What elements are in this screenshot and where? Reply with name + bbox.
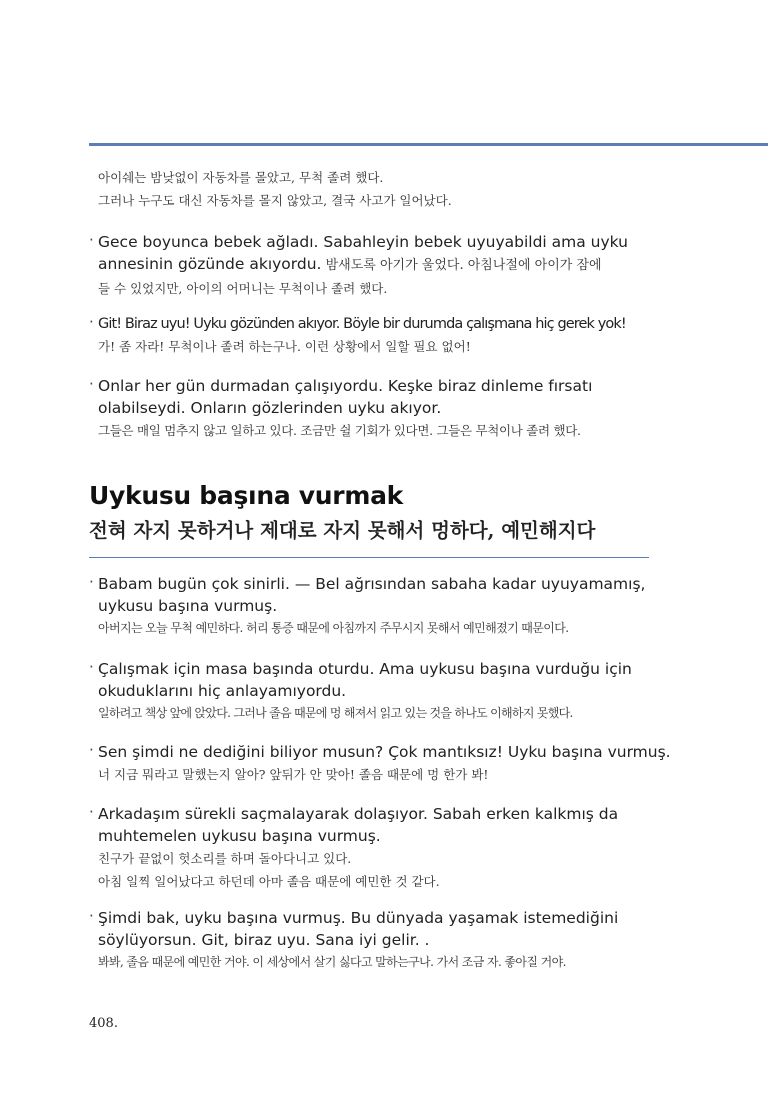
sentence-4-korean-line-1: 친구가 끝없이 헛소리를 하며 돌아다니고 있다.	[98, 851, 352, 866]
sentence-5-turkish-line-2: söylüyorsun. Git, biraz uyu. Sana iyi gelir. .	[98, 931, 430, 949]
example-1-korean-line-2: 들 수 있었지만, 아이의 어머니는 무척이나 졸려 했다.	[98, 281, 388, 296]
example-2-turkish-line-1: Git! Biraz uyu! Uyku gözünden akıyor. Böyle bir durumda çalışmana hiç gerek yok!	[98, 316, 626, 332]
page-number: 408.	[89, 1016, 118, 1031]
sentence-3-turkish-line-1: Sen şimdi ne dediğini biliyor musun? Çok mantıksız! Uyku başına vurmuş.	[98, 743, 671, 761]
sentence-5-turkish-line-1: Şimdi bak, uyku başına vurmuş. Bu dünyada yaşamak istemediğini	[98, 909, 619, 927]
bullet-marker: ·	[89, 573, 94, 591]
sentence-1-korean-line-1: 아버지는 오늘 무척 예민하다. 허리 통증 때문에 아침까지 주무시지 못해서 예민해졌기 때문이다.	[98, 621, 569, 635]
section-subtitle: 전혀 자지 못하거나 제대로 자지 못해서 멍하다, 예민해지다	[89, 519, 596, 542]
bullet-marker: ·	[89, 231, 94, 249]
bullet-marker: ·	[89, 375, 94, 393]
bullet-marker: ·	[89, 907, 94, 925]
example-1-korean-inline: 밤새도록 아기가 울었다. 아침나절에 아이가 잠에	[321, 258, 602, 273]
example-3-korean-line-1: 그들은 매일 멈추지 않고 일하고 있다. 조금만 쉴 기회가 있다면. 그들은 무척이나 졸려 했다.	[98, 423, 581, 438]
section-divider	[89, 557, 649, 558]
example-1-turkish-line-2-text: annesinin gözünde akıyordu.	[98, 255, 322, 273]
sentence-2-turkish-line-2: okuduklarını hiç anlayamıyordu.	[98, 682, 347, 700]
sentence-2-korean-line-1: 일하려고 책상 앞에 앉았다. 그러나 졸음 때문에 멍 해져서 읽고 있는 것을 하나도 이해하지 못했다.	[98, 706, 573, 720]
example-3-turkish-line-1: Onlar her gün durmadan çalışıyordu. Keşke biraz dinleme fırsatı	[98, 377, 593, 395]
example-2-korean-line-1: 가! 좀 자라! 무척이나 졸려 하는구나. 이런 상황에서 일할 필요 없어!	[98, 339, 471, 354]
example-2	[89, 313, 649, 358]
sentence-3-korean-line-1: 너 지금 뭐라고 말했는지 알아? 앞뒤가 안 맞아! 졸음 때문에 멍 한가 봐!	[98, 767, 489, 782]
sentence-3	[89, 741, 671, 786]
example-1	[89, 231, 649, 300]
sentence-2	[89, 658, 649, 725]
sentence-4	[89, 803, 649, 893]
bullet-marker: ·	[89, 741, 94, 759]
section-title: Uykusu başına vurmak	[89, 481, 403, 510]
sentence-2-turkish-line-1: Çalışmak için masa başında oturdu. Ama uykusu başına vurduğu için	[98, 660, 632, 678]
sentence-4-turkish-line-1: Arkadaşım sürekli saçmalayarak dolaşıyor. Sabah erken kalkmış da	[98, 805, 619, 823]
sentence-1-turkish-line-2: uykusu başına vurmuş.	[98, 597, 278, 615]
example-1-turkish-line-2	[89, 253, 649, 277]
intro-korean-line-2: 그러나 누구도 대신 자동차를 몰지 않았고, 결국 사고가 일어났다.	[98, 193, 452, 208]
example-3-turkish-line-2: olabilseydi. Onların gözlerinden uyku akıyor.	[98, 399, 442, 417]
intro-example	[89, 166, 649, 212]
sentence-1-turkish-line-1: Babam bugün çok sinirli. — Bel ağrısından sabaha kadar uyuyamamış,	[98, 575, 646, 593]
sentence-4-turkish-line-2: muhtemelen uykusu başına vurmuş.	[98, 827, 381, 845]
sentence-5	[89, 907, 649, 974]
sentence-4-korean-line-2: 아침 일찍 일어났다고 하던데 아마 졸음 때문에 예민한 것 같다.	[98, 874, 440, 889]
bullet-marker: ·	[89, 658, 94, 676]
bullet-marker: ·	[89, 313, 94, 331]
sentence-5-korean-line-1: 봐봐, 졸음 때문에 예민한 거야. 이 세상에서 살기 싫다고 말하는구나. 가서 조금 자. 좋아질 거야.	[98, 955, 566, 969]
example-3	[89, 375, 649, 442]
header-rule	[89, 143, 768, 146]
sentence-1	[89, 573, 649, 640]
bullet-marker: ·	[89, 803, 94, 821]
intro-korean-line-1: 아이쉐는 밤낮없이 자동차를 몰았고, 무척 졸려 했다.	[98, 170, 384, 185]
example-1-turkish-line-1: Gece boyunca bebek ağladı. Sabahleyin bebek uyuyabildi ama uyku	[98, 233, 628, 251]
